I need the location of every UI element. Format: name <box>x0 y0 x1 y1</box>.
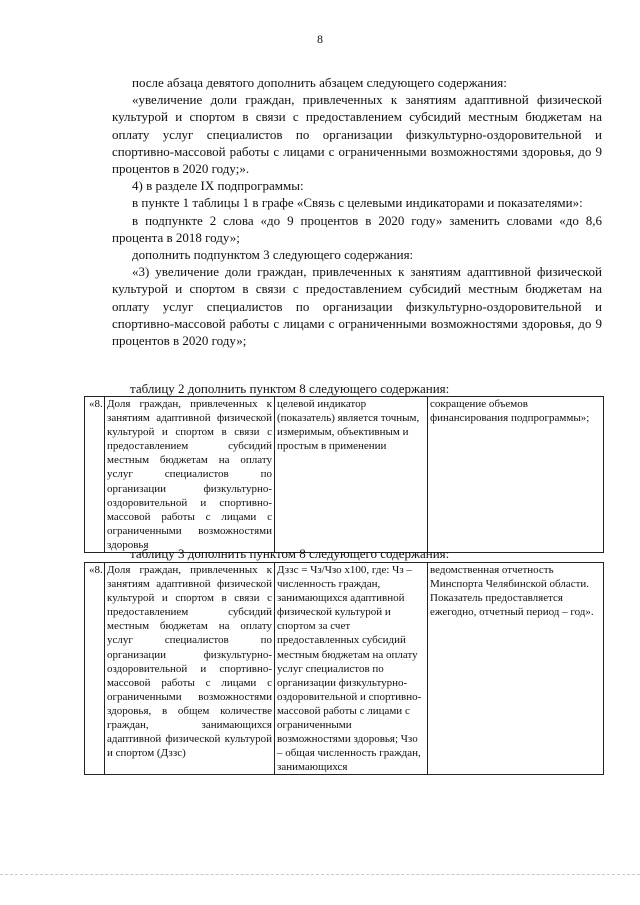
table2-caption: таблицу 2 дополнить пунктом 8 следующего содержания: <box>130 381 450 396</box>
table-2 <box>84 396 604 553</box>
calculation-method-cell: Дззс = Чз/Чзо х100, где: Чз – численность граждан, занимающихся адаптивной физической культурой и спортом за счет предоставленных субсидий местным бюджетам на оплату услуг специалистов по организации физкультурно-оздоровительной и спортивно-массовой работы с лицами с ограниченными возможностями здоровья; Чзо – общая численность граждан, занимающихся <box>275 563 428 775</box>
paragraph: «3) увеличение доли граждан, привлеченных к занятиям адаптивной физической культурой и спортом в связи с предоставлением субсидий местным бюджетам на оплату услуг специалистов по организации физкультурно-оздоровительной и спортивно-массовой работы с лицами с ограниченными возможностями здоровья, до 9 процентов в 2020 году»; <box>112 264 602 349</box>
row-number: «8. <box>85 397 105 553</box>
data-source-cell: ведомственная отчетность Минспорта Челябинской области. Показатель предоставляется ежегодно, отчетный период – год». <box>428 563 604 775</box>
scan-edge-divider <box>0 874 640 875</box>
indicator-criteria-cell: целевой индикатор (показатель) является точным, измеримым, объективным и простым в применении <box>275 397 428 553</box>
table3-caption: таблицу 3 дополнить пунктом 8 следующего содержания: <box>130 546 450 561</box>
paragraph: в подпункте 2 слова «до 9 процентов в 2020 году» заменить словами «до 8,6 процента в 2018 году»; <box>112 212 602 245</box>
paragraph: дополнить подпунктом 3 следующего содержания: <box>132 247 414 263</box>
table-row <box>85 397 604 553</box>
indicator-name-cell: Доля граждан, привлеченных к занятиям адаптивной физической культурой и спортом в связи с предоставлением субсидий местным бюджетам на оплату услуг специалистов по организации физкультурно-оздоровительной и спортивно-массовой работы с лицами с ограниченными возможностями здоровья, в общем количестве граждан, занимающихся адаптивной физической культурой и спортом (Дззс) <box>105 563 275 775</box>
paragraph: 4) в разделе IX подпрограммы: <box>132 178 304 194</box>
body-text <box>112 74 602 349</box>
table-3 <box>84 562 604 775</box>
paragraph: «увеличение доли граждан, привлеченных к занятиям адаптивной физической культурой и спортом в связи с предоставлением субсидий местным бюджетам на оплату услуг специалистов по организации физкультурно-оздоровительной и спортивно-массовой работы с лицами с ограниченными возможностями здоровья, до 9 процентов в 2020 году;». <box>112 92 602 177</box>
paragraph: после абзаца девятого дополнить абзацем следующего содержания: <box>132 75 507 90</box>
table-row <box>85 563 604 775</box>
paragraph: в пункте 1 таблицы 1 в графе «Связь с целевыми индикаторами и показателями»: <box>132 195 583 211</box>
page-number: 8 <box>317 32 323 46</box>
indicator-name-cell: Доля граждан, привлеченных к занятиям адаптивной физической культурой и спортом в связи с предоставлением субсидий местным бюджетам на оплату услуг специалистов по организации физкультурно-оздоровительной и спортивно-массовой работы с лицами с ограниченными возможностями здоровья <box>105 397 275 553</box>
indicator-note-cell: сокращение объемов финансирования подпрограммы»; <box>428 397 604 553</box>
row-number: «8. <box>85 563 105 775</box>
